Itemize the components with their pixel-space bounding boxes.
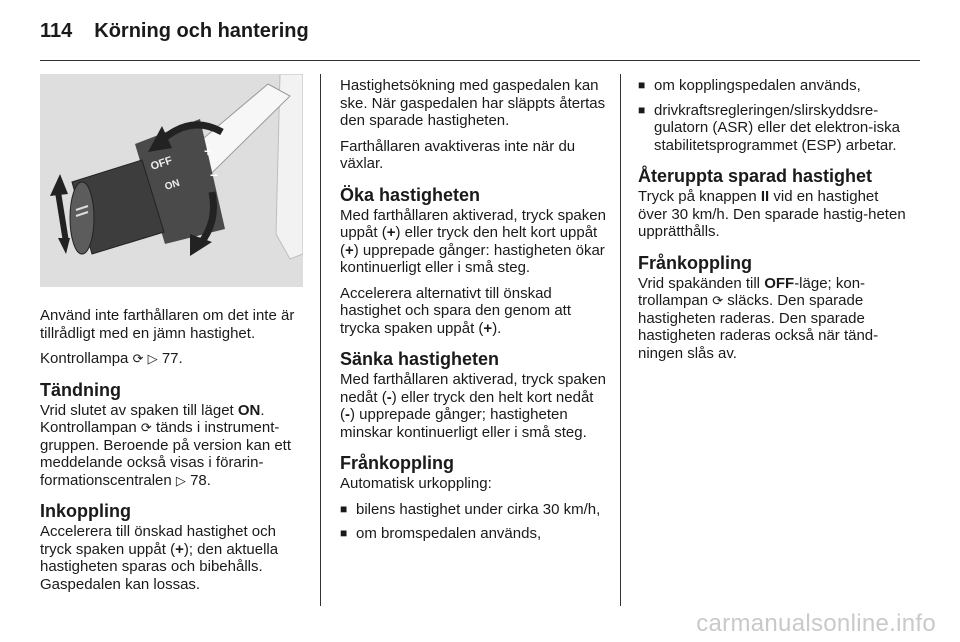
bullet-list bbox=[340, 501, 610, 543]
heading-oka-hastigheten: Öka hastigheten bbox=[340, 184, 481, 205]
paragraph-tandning: Vrid slutet av spaken till läget ON. Kontrollampan ⟳ tänds i instrument-gruppen. Beroende på version kan ett meddelande också visas i förarin-formationscentralen ▷ 78. bbox=[40, 401, 292, 489]
paragraph-frankoppling: Vrid spakänden till OFF-läge; kon-trollampan ⟳ släcks. Den sparade hastigheten raderas. Den sparade hastigheten raderas också när tänd-ningen slås av. bbox=[638, 274, 879, 362]
paragraph-auto-urkoppling: Automatisk urkoppling: bbox=[340, 475, 492, 492]
resume-button-symbol: II bbox=[760, 188, 770, 205]
heading-frankoppling: Frånkoppling bbox=[340, 453, 454, 473]
page-reference-icon: ▷ bbox=[147, 351, 158, 366]
heading-frankoppling-2: Frånkoppling bbox=[638, 252, 752, 273]
lever-label-on: ON bbox=[163, 177, 182, 193]
lever-label-minus: − bbox=[210, 167, 219, 183]
arrow-rotate-up-icon bbox=[50, 174, 68, 196]
arrow-rotate-down-icon bbox=[58, 238, 70, 254]
list-item: ■ bilens hastighet under cirka 30 km/h, bbox=[340, 501, 610, 519]
paragraph-oka: Med farthållaren aktiverad, tryck spaken uppåt (+) eller tryck den helt kort uppåt (+) upprepade gånger: hastigheten ökar kontinuerligt eller i små steg. bbox=[340, 206, 606, 276]
cruise-control-icon: ⟳ bbox=[712, 293, 724, 308]
lever-svg bbox=[40, 74, 303, 287]
cruise-control-icon: ⟳ bbox=[140, 420, 152, 435]
column-2 bbox=[340, 77, 610, 550]
paragraph-ateruppta: Tryck på knappen II vid en hastighet över 30 km/h. Den sparade hastig-heten upprätthålls. bbox=[638, 188, 906, 240]
column-divider-1 bbox=[320, 74, 321, 606]
heading-tandning: Tändning bbox=[40, 379, 121, 400]
list-item: ■ drivkraftsregleringen/slirskyddsre-gulatorn (ASR) eller det elektron-iska stabilitetsprogrammet (ESP) arbetar. bbox=[638, 102, 908, 155]
heading-ateruppta: Återuppta sparad hastighet bbox=[638, 166, 873, 186]
lever-label-plus: + bbox=[204, 143, 213, 159]
page-title: Körning och hantering bbox=[94, 20, 309, 42]
paragraph: Farthållaren avaktiveras inte när du växlar. bbox=[340, 137, 576, 172]
paragraph-sanka: Med farthållaren aktiverad, tryck spaken nedåt (-) eller tryck den helt kort nedåt (-) upprepade gånger; hastigheten minskar kontinuerligt eller i små steg. bbox=[340, 371, 606, 441]
column-divider-2 bbox=[620, 74, 621, 606]
page-reference-icon: ▷ bbox=[175, 472, 186, 488]
cruise-control-icon: ⟳ bbox=[132, 351, 144, 366]
paragraph-accelerate: Accelerera alternativt till önskad hastighet och spara den genom att trycka spaken uppåt (+). bbox=[340, 284, 571, 337]
list-item: ■ om bromspedalen används, bbox=[340, 525, 610, 543]
lever-label-off: OFF bbox=[149, 154, 174, 173]
paragraph-control-lamp: Kontrollampa ⟳ ▷ 77. bbox=[40, 350, 183, 367]
header-rule bbox=[40, 60, 920, 61]
watermark: carmanualsonline.info bbox=[696, 610, 936, 637]
page-header bbox=[40, 20, 309, 43]
column-1 bbox=[40, 74, 308, 601]
heading-sanka-hastigheten: Sänka hastigheten bbox=[340, 349, 500, 369]
paragraph: Hastighetsökning med gaspedalen kan ske. När gaspedalen har släppts återtas den sparade hastigheten. bbox=[340, 77, 606, 129]
bullet-list bbox=[638, 77, 908, 154]
column-3 bbox=[638, 77, 908, 370]
cruise-lever-illustration bbox=[40, 74, 303, 287]
paragraph-inkoppling: Accelerera till önskad hastighet och tryck spaken uppåt (+); den aktuella hastigheten sparas och bibehålls. Gaspedalen kan lossas. bbox=[40, 523, 279, 593]
list-item: ■ om kopplingspedalen används, bbox=[638, 77, 908, 95]
paragraph: Använd inte farthållaren om det inte är tillrådligt med en jämn hastighet. bbox=[40, 307, 295, 342]
page-number: 114 bbox=[40, 20, 73, 42]
heading-inkoppling: Inkoppling bbox=[40, 501, 131, 521]
